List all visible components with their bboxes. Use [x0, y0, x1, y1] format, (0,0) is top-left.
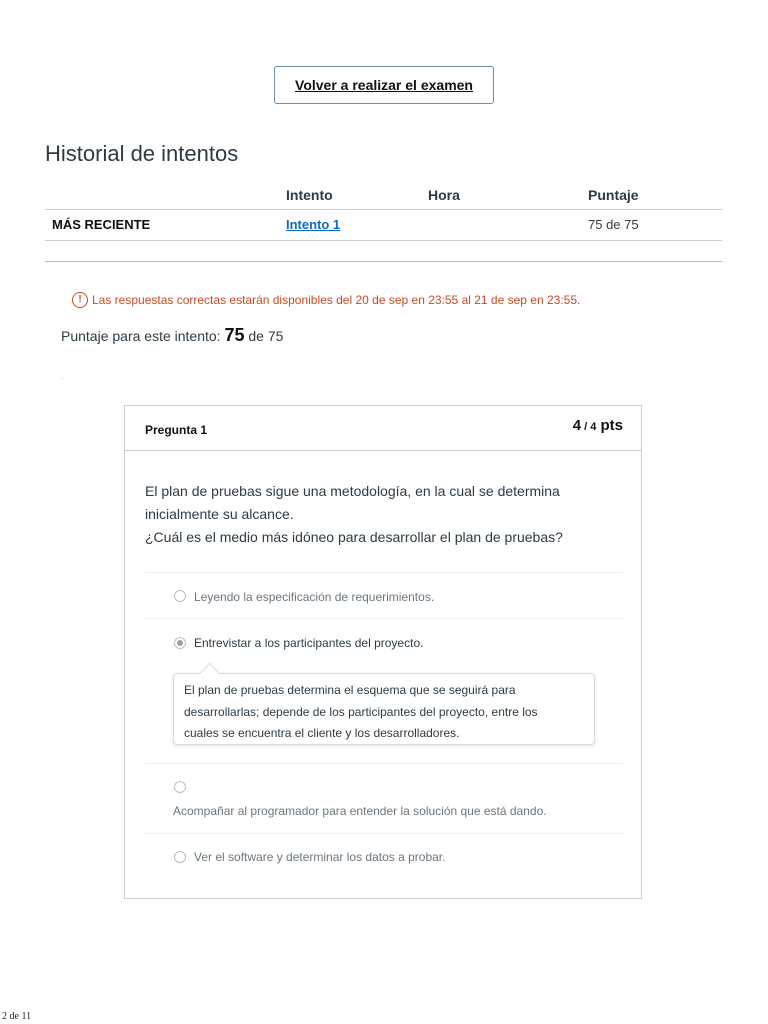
row-label-latest: MÁS RECIENTE	[52, 217, 151, 232]
question-header	[125, 406, 641, 451]
points-unit: pts	[596, 417, 623, 434]
question-title: Pregunta 1	[145, 423, 208, 437]
answer-separator	[145, 763, 623, 764]
attempt-score-summary	[61, 325, 283, 346]
answer-separator	[145, 572, 623, 573]
score-value: 75	[224, 325, 245, 345]
page-number: 2 de 11	[2, 1011, 32, 1022]
points-total: 4	[590, 421, 597, 433]
section-divider	[45, 261, 722, 262]
header-divider	[45, 209, 722, 210]
feedback-line: El plan de pruebas determina el esquema que se seguirá para	[184, 683, 516, 697]
question-text-line: inicialmente su alcance.	[145, 506, 294, 522]
answer-option-3[interactable]: Acompañar al programador para entender la solución que está dando.	[173, 804, 547, 818]
score-suffix: de 75	[248, 328, 284, 344]
question-text-line: El plan de pruebas sigue una metodología, en la cual se determina	[145, 483, 560, 499]
attempt-score: 75 de 75	[588, 217, 639, 232]
answer-separator	[145, 833, 623, 834]
score-label: Puntaje para este intento:	[61, 328, 221, 344]
decorative-dot: .	[61, 372, 64, 381]
question-text-line: ¿Cuál es el medio más idóneo para desarrollar el plan de pruebas?	[145, 529, 563, 545]
answer-radio-2-selected[interactable]	[174, 637, 186, 649]
answer-separator	[145, 618, 623, 619]
attempt-1-link[interactable]: Intento 1	[286, 217, 341, 232]
answer-option-2[interactable]: Entrevistar a los participantes del proyecto.	[194, 636, 424, 650]
feedback-line: desarrollarlas; depende de los participantes del proyecto, entre los	[184, 704, 538, 719]
column-header-score: Puntaje	[588, 187, 639, 203]
retake-exam-button[interactable]: Volver a realizar el examen	[274, 66, 494, 104]
points-earned: 4	[572, 417, 582, 434]
answers-availability-notice	[72, 292, 580, 308]
row-divider	[45, 240, 722, 241]
history-title: Historial de intentos	[45, 141, 239, 166]
question-text	[145, 480, 615, 549]
notice-text: Las respuestas correctas estarán disponibles del 20 de sep en 23:55 al 21 de sep en 23:55.	[92, 293, 581, 307]
question-card	[124, 405, 642, 899]
answer-feedback-tooltip	[173, 673, 595, 745]
question-points	[573, 417, 623, 434]
corner-mark	[745, 0, 765, 4]
feedback-line: cuales se encuentra el cliente y los desarrolladores.	[184, 726, 460, 740]
answer-radio-1[interactable]	[174, 590, 186, 602]
answer-radio-3[interactable]	[174, 781, 186, 793]
answer-option-1[interactable]: Leyendo la especificación de requerimientos.	[194, 590, 435, 604]
column-header-attempt: Intento	[286, 187, 333, 203]
points-separator: /	[581, 421, 591, 433]
answer-radio-4[interactable]	[174, 851, 186, 863]
column-header-time: Hora	[428, 187, 460, 203]
warning-icon: !	[72, 292, 88, 308]
answer-option-4[interactable]: Ver el software y determinar los datos a probar.	[194, 850, 446, 864]
